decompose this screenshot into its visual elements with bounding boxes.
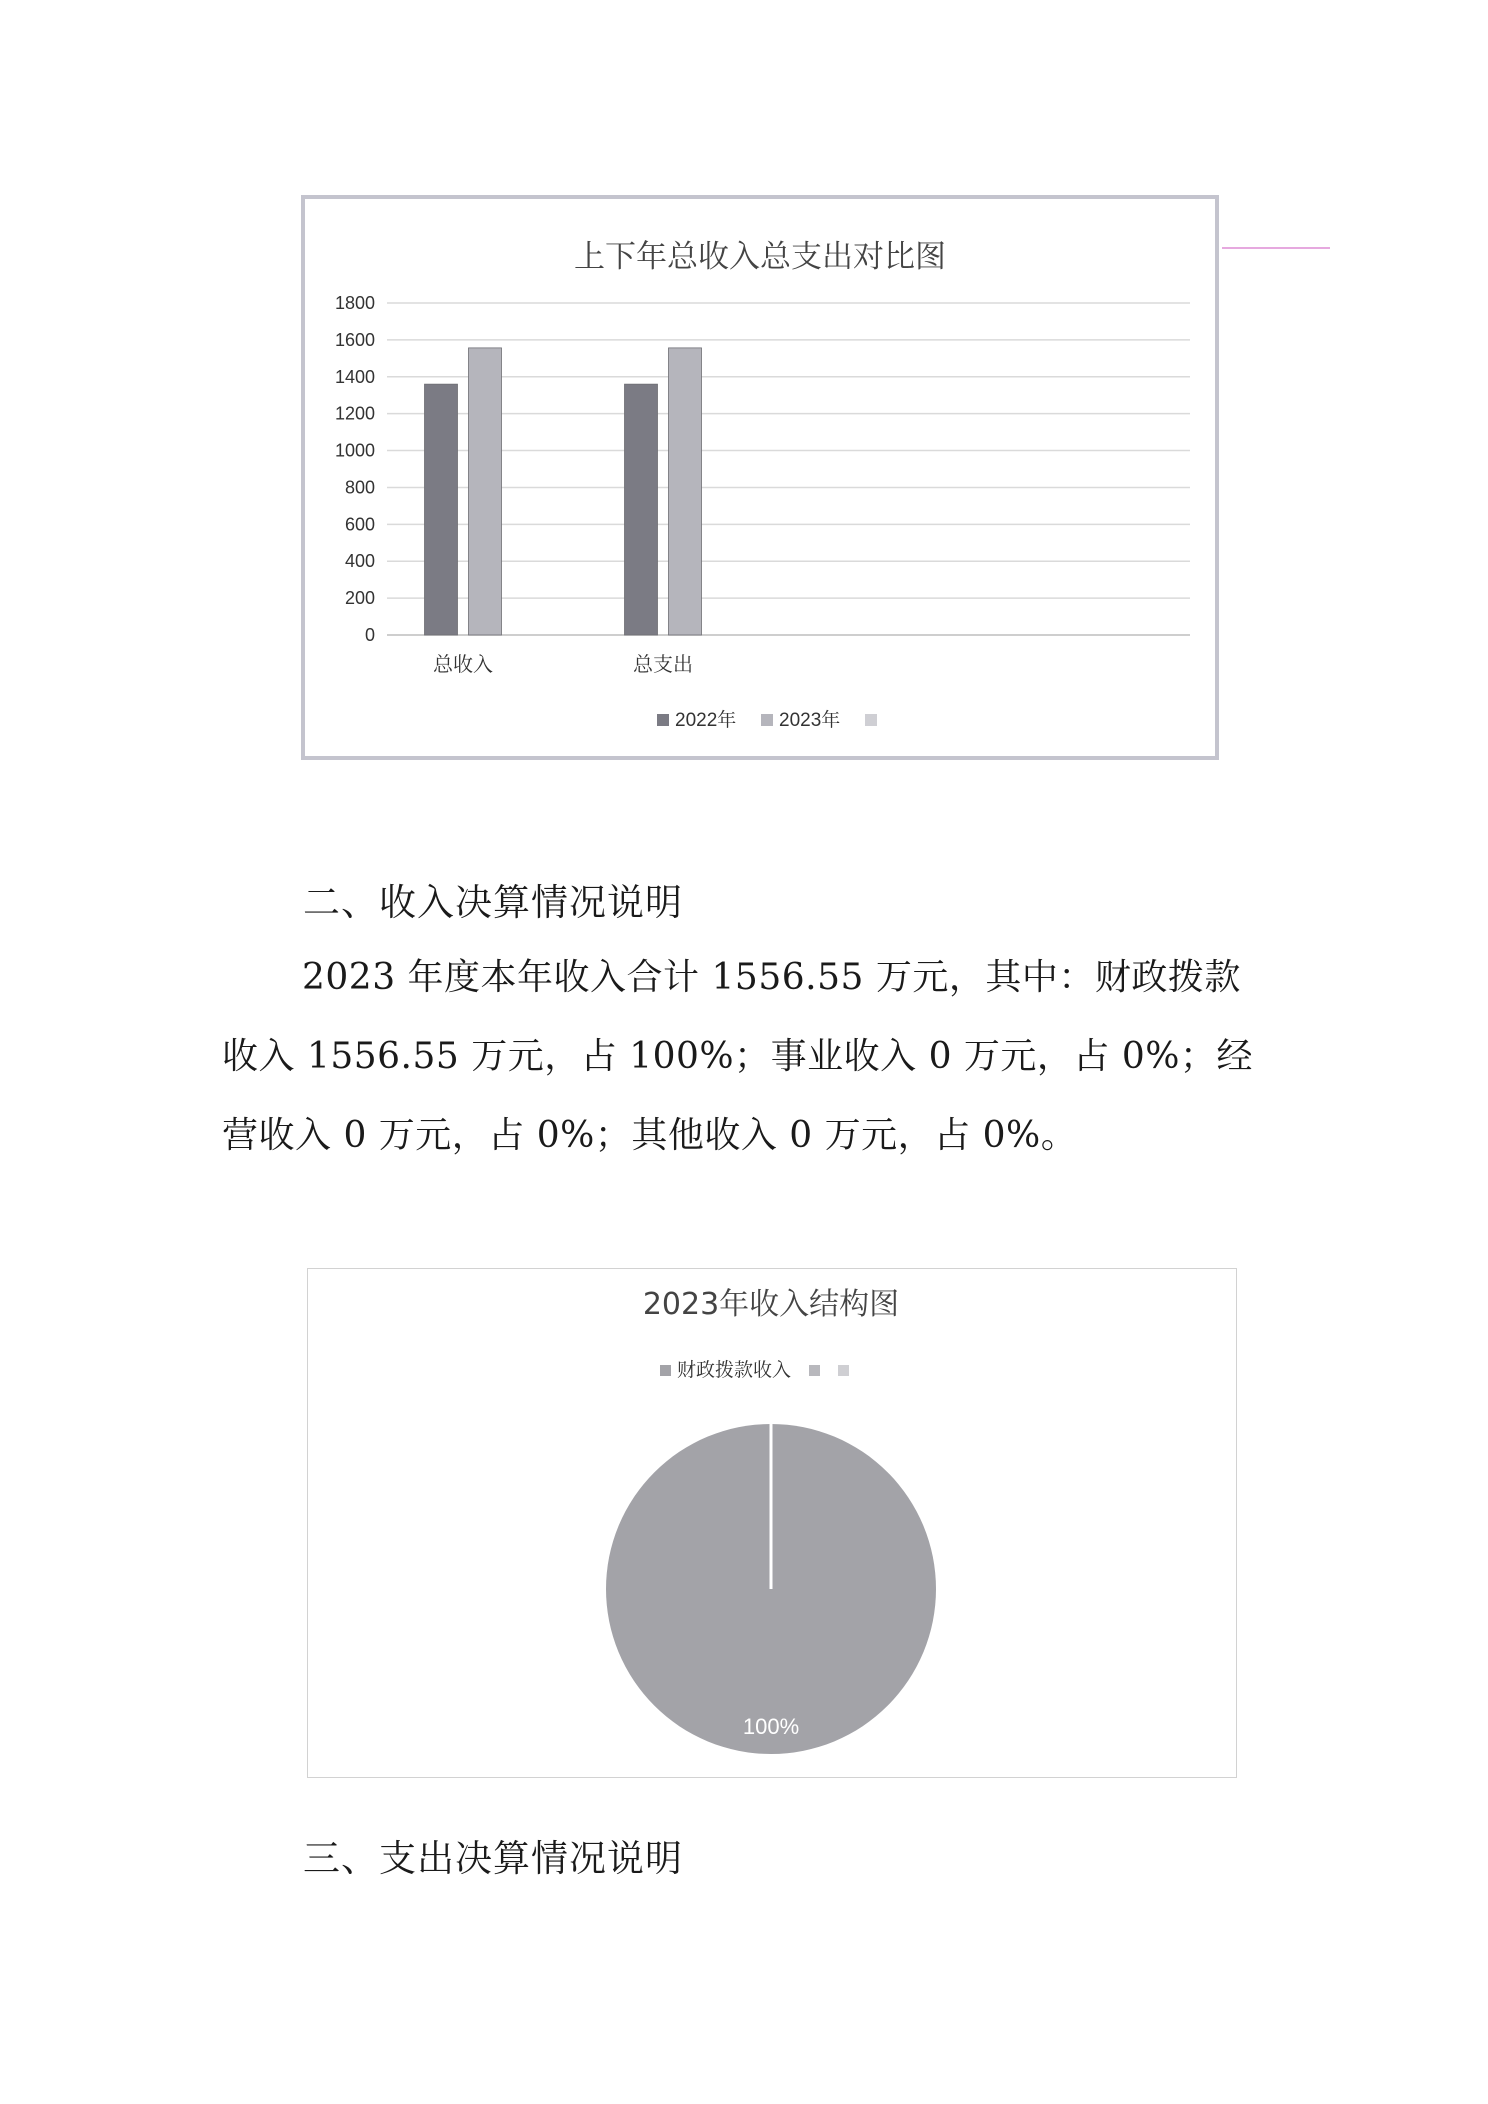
y-tick-label: 1400 [334,366,375,387]
pie-chart [307,1268,1237,1778]
section-2-paragraph: 2023 年度本年收入合计 1556.55 万元，其中：财政拨款收入 1556.55 万元，占 100%；事业收入 0 万元，占 0%；经营收入 0 万元，占 0%；其他收入 0 万元，占 0%。 [222,957,1253,1156]
y-tick-label: 1800 [334,293,375,313]
pie-chart-title: 2023年收入结构图 [642,1287,900,1322]
legend-swatch [761,714,773,726]
y-tick-label: 800 [344,477,375,498]
y-tick-label: 200 [344,588,375,609]
bar-2023-expense [669,348,702,635]
legend-label: 2022年 [675,710,737,731]
y-tick-label: 1000 [334,440,375,461]
y-tick-label: 600 [344,514,375,535]
y-tick-label: 400 [344,551,375,572]
legend-label: 2023年 [779,710,841,731]
legend-swatch [809,1365,820,1376]
bar-chart-title: 上下年总收入总支出对比图 [574,239,946,275]
pie-data-label: 100% [742,1714,800,1739]
bar-chart [301,195,1219,760]
y-tick-label: 0 [364,625,375,645]
x-category-label: 总支出 [633,652,693,676]
legend-swatch [660,1365,671,1376]
section-3-heading: 三、支出决算情况说明 [303,1837,683,1880]
legend-swatch [865,714,877,726]
legend-swatch [657,714,669,726]
y-tick-label: 1600 [334,329,375,350]
bar-chart-canvas [305,199,1215,756]
y-tick-label: 1200 [334,403,375,424]
pie-chart-canvas [308,1269,1235,1776]
bar-2022-income [425,384,458,635]
legend-swatch [838,1365,849,1376]
legend-label: 财政拨款收入 [677,1360,792,1381]
x-category-label: 总收入 [433,652,493,676]
bar-2023-income [469,348,502,635]
margin-mark [1222,247,1330,249]
bar-2022-expense [625,384,658,635]
section-2-heading: 二、收入决算情况说明 [303,881,683,924]
